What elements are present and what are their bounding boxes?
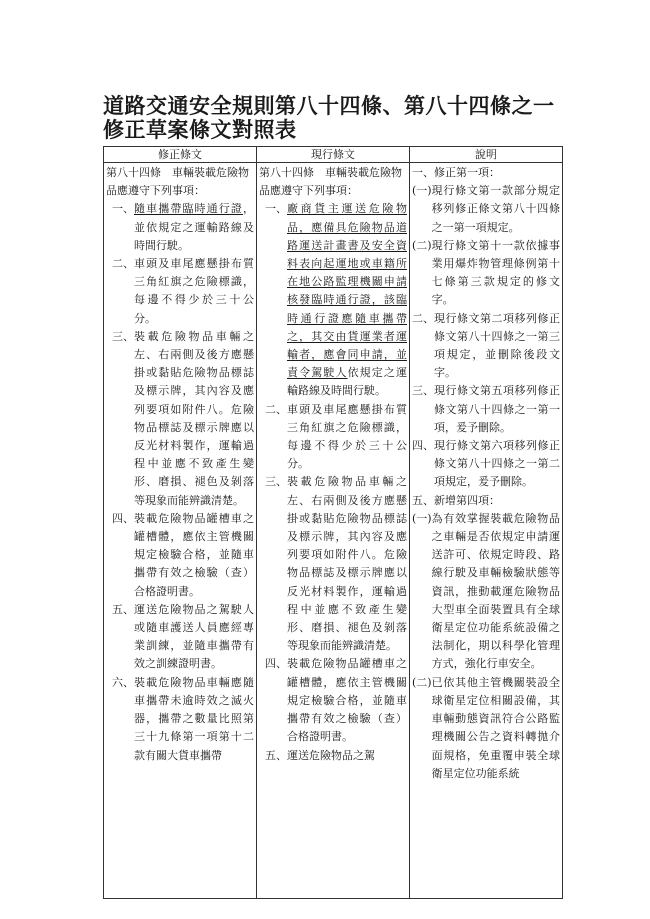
revised-item <box>106 200 254 255</box>
explanation-section <box>412 310 560 383</box>
revised-item-text <box>134 200 254 255</box>
revised-item-text-underlined: 隨車攜帶臨時通行證 <box>134 202 243 216</box>
explanation-section-mark: (一) <box>412 511 432 525</box>
revised-item-text <box>134 328 254 510</box>
table-row <box>104 163 563 899</box>
explanation-sections <box>412 164 560 783</box>
explanation-section-text: 新增第四項： <box>434 493 500 507</box>
comparison-table <box>103 146 563 899</box>
revised-item-text-pre: 裝載危險物品車輛之左、右兩側及後方應懸掛或黏貼危險物品標誌及標示牌，其內容及應列要項如附件八。危險物品標誌及標示牌應以反光材料製作，運輸過程中並應不致產生變形、磨損、褪色及剝落等現象而能辨識清楚。 <box>134 329 254 507</box>
revised-heading: 第八十四條 車輛裝載危險物品應遵守下列事項： <box>106 166 249 198</box>
explanation-section <box>412 492 560 510</box>
current-item-text-pre: 車頭及車尾應懸掛布質三角紅旗之危險標識，每邊不得少於三十公分。 <box>287 402 407 471</box>
header-revised: 修正條文 <box>104 147 257 163</box>
revised-item-mark: 一、 <box>112 202 134 216</box>
current-item-text <box>287 473 407 655</box>
revised-item-text-pre: 運送危險物品之駕駛人或隨車護送人員應經專業訓練，並隨車攜帶有效之訓練證明書。 <box>134 602 254 671</box>
current-item <box>259 655 407 746</box>
table-header-row <box>104 147 563 163</box>
current-item <box>259 401 407 474</box>
current-cell <box>257 163 410 899</box>
page-title: 道路交通安全規則第八十四條、第八十四條之一修正草案條文對照表 <box>103 93 555 142</box>
explanation-section <box>412 237 560 310</box>
revised-item-text-pre: 車頭及車尾應懸掛布質三角紅旗之危險標識，每邊不得少於三十公分。 <box>134 257 254 325</box>
explanation-section-text: 修正第一項： <box>434 166 500 179</box>
revised-item-mark: 六、 <box>112 675 134 689</box>
explanation-section-text: 現行條文第五項移列修正條文第八十四條之一第一項，爰予刪除。 <box>434 384 560 434</box>
explanation-section-text: 為有效掌握裝載危險物品之車輛是否依規定申請運送許可、依規定時段、路線行駛及車輛檢驗狀態等資訊，推動載運危險物品大型車全面裝置具有全球衛星定位功能系統設備之法制化，期以科學化管理方式，強化行車安全。 <box>431 511 560 671</box>
revised-item <box>106 510 254 601</box>
revised-item-text-post: ，並依規定之運輸路線及時間行駛。 <box>134 202 254 252</box>
revised-item-text <box>134 510 254 601</box>
revised-item-text <box>134 601 254 674</box>
explanation-section-text: 現行條文第六項移列修正條文第八十四條之一第二項規定，爰予刪除。 <box>434 439 560 489</box>
explanation-section-mark: (二) <box>412 675 432 689</box>
current-item <box>259 747 407 765</box>
explanation-section-mark: 四、 <box>412 439 434 453</box>
current-item-text-pre: 裝載危險物品車輛之左、右兩側及後方應懸掛或黏貼危險物品標誌及標示牌，其內容及應列要項如附件八。危險物品標誌及標示牌應以反光材料製作，運輸過程中並應不致產生變形、磨損、褪色及剝落等現象而能辨識清楚。 <box>287 475 407 653</box>
current-item-mark: 一、 <box>265 202 287 216</box>
explanation-section-mark: 五、 <box>412 493 434 507</box>
current-item-text <box>287 200 407 400</box>
explanation-section-text: 現行條文第一款部分規定移列修正條文第八十四條之一第一項規定。 <box>431 184 560 234</box>
current-item-text-underlined: 廠商貨主運送危險物品，應備具危險物品道路運送計畫書及安全資料表向起運地或車籍所在地公路監理機關申請核發臨時通行證，該臨時通行證應隨車攜帶之，其交由貨運業者運輸者，應會同申請，並責令駕駛人 <box>287 202 407 380</box>
revised-item <box>106 601 254 674</box>
revised-item <box>106 328 254 510</box>
revised-item-text-pre: 裝載危險物品罐槽車之罐槽體，應依主管機關規定檢驗合格，並隨車攜帶有效之檢驗（查）合格證明書。 <box>134 511 254 598</box>
current-item-text <box>287 655 407 746</box>
explanation-section-text: 現行條文第二項移列修正條文第八十四條之一第三項規定，並刪除後段文字。 <box>434 311 560 380</box>
current-item-mark: 四、 <box>265 657 287 671</box>
current-item-text-pre: 運送危險物品之駕 <box>287 748 375 762</box>
revised-item-mark: 四、 <box>112 511 134 525</box>
revised-items <box>106 200 254 764</box>
explanation-section <box>412 164 560 182</box>
current-item <box>259 200 407 400</box>
current-heading: 第八十四條 車輛裝載危險物品應遵守下列事項： <box>259 166 402 198</box>
revised-cell <box>104 163 257 899</box>
explanation-section-mark: (一) <box>412 184 432 198</box>
explanation-section-mark: 一、 <box>412 166 434 179</box>
current-item-mark: 五、 <box>265 748 287 762</box>
explanation-section <box>412 510 560 674</box>
revised-item <box>106 674 254 765</box>
current-item-text-pre: 裝載危險物品罐槽車之罐槽體，應依主管機關規定檢驗合格，並隨車攜帶有效之檢驗（查）合格證明書。 <box>287 657 407 744</box>
explanation-section-mark: 三、 <box>412 384 434 398</box>
current-item <box>259 473 407 655</box>
current-items <box>259 200 407 764</box>
explanation-section <box>412 382 560 437</box>
current-item-mark: 三、 <box>265 475 287 489</box>
explanation-section <box>412 182 560 237</box>
explanation-section <box>412 674 560 783</box>
revised-item-mark: 三、 <box>112 329 134 343</box>
revised-item-text <box>134 674 254 765</box>
header-current: 現行條文 <box>257 147 410 163</box>
current-item-text-post: 依規定之運輸路線及時間行駛。 <box>287 366 408 398</box>
explanation-section-text: 已依其他主管機關裝設全球衛星定位相關設備，其車輛動態資訊符合公路監理機關公告之資料轉拋介面規格，免重覆申裝全球衛星定位功能系統 <box>431 675 560 780</box>
revised-item-mark: 五、 <box>112 602 134 616</box>
explanation-section-mark: 二、 <box>412 311 434 325</box>
revised-item-mark: 二、 <box>112 257 134 271</box>
current-item-text <box>287 401 407 474</box>
header-explanation: 說明 <box>410 147 563 163</box>
current-item-mark: 二、 <box>265 402 287 416</box>
revised-item <box>106 255 254 328</box>
explanation-section <box>412 437 560 492</box>
explanation-section-text: 現行條文第十一款依據事業用爆炸物管理條例第十七條第三款規定的修文字。 <box>431 238 560 307</box>
revised-item-text-pre: 裝載危險物品車輛應隨車攜帶未逾時效之滅火器，攜帶之數量比照第三十九條第一項第十二款有關大貨車攜帶 <box>134 675 254 762</box>
revised-item-text <box>134 255 254 328</box>
explanation-section-mark: (二) <box>412 238 432 252</box>
current-item-text <box>287 747 407 765</box>
explanation-cell <box>410 163 563 899</box>
